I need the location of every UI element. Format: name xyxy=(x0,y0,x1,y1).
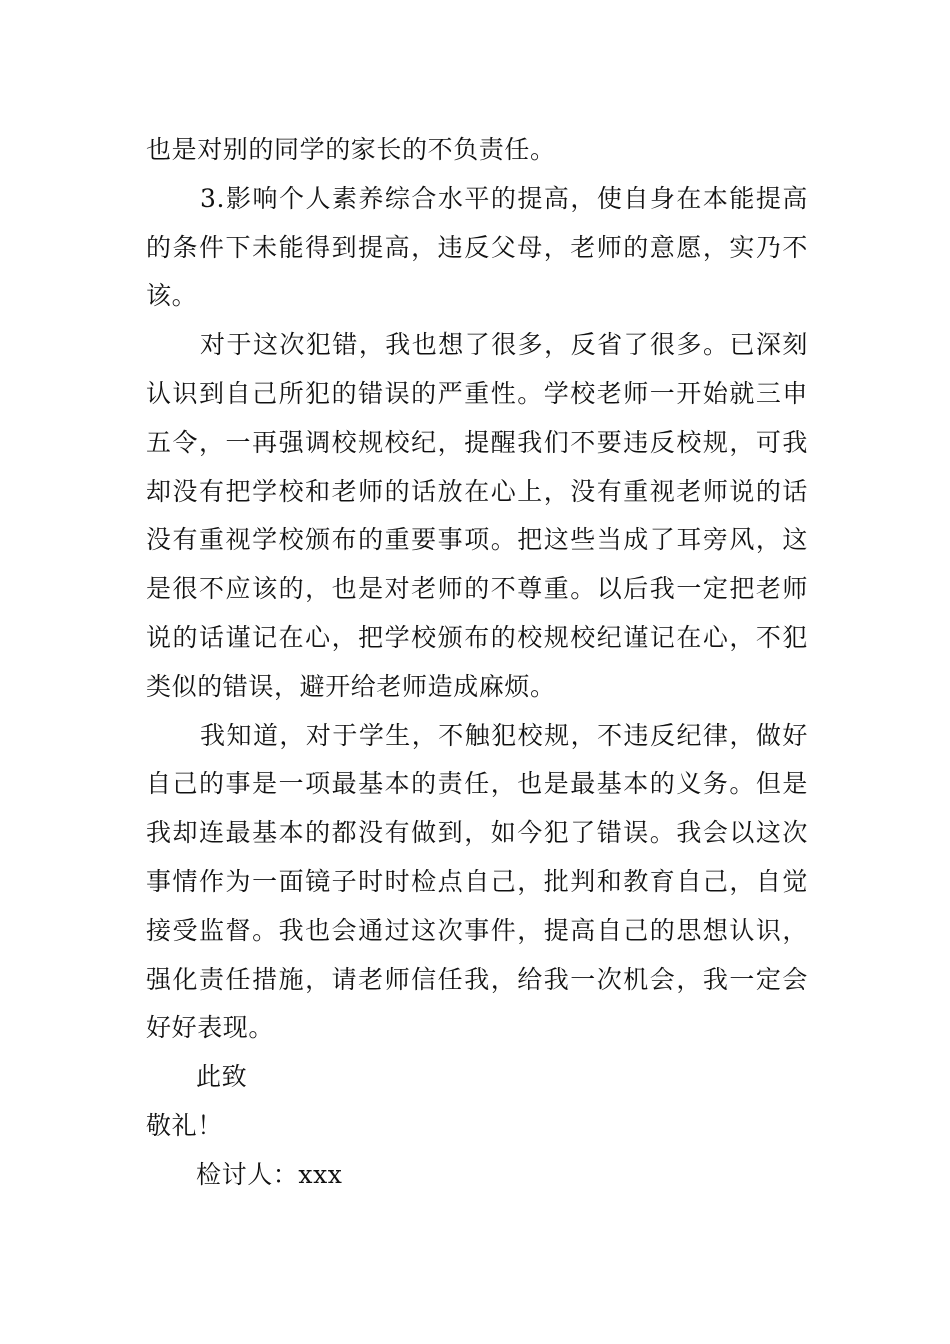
closing-regards: 敬礼！ xyxy=(146,1110,223,1140)
signature: 检讨人：xxx xyxy=(196,1159,343,1189)
letter-body xyxy=(146,126,808,1200)
paragraph-3: 对于这次犯错，我也想了很多，反省了很多。已深刻认识到自己所犯的错误的严重性。学校老师一开始就三申五令，一再强调校规校纪，提醒我们不要违反校规，可我却没有把学校和老师的话放在心上，没有重视老师说的话没有重视学校颁布的重要事项。把这些当成了耳旁风，这是很不应该的，也是对老师的不尊重。以后我一定把老师说的话谨记在心，把学校颁布的校规校纪谨记在心，不犯类似的错误，避开给老师造成麻烦。 xyxy=(146,330,808,701)
paragraph-4: 我知道，对于学生，不触犯校规，不违反纪律，做好自己的事是一项最基本的责任，也是最基本的义务。但是我却连最基本的都没有做到，如今犯了错误。我会以这次事情作为一面镜子时时检点自己，批判和教育自己，自觉接受监督。我也会通过这次事件，提高自己的思想认识，强化责任措施，请老师信任我，给我一次机会，我一定会好好表现。 xyxy=(146,720,808,1043)
paragraph-1: 也是对别的同学的家长的不负责任。 xyxy=(146,135,556,164)
closing-salutation: 此致 xyxy=(196,1062,248,1092)
paragraph-2: 3.影响个人素养综合水平的提高，使自身在本能提高的条件下未能得到提高，违反父母，老师的意愿，实乃不该。 xyxy=(146,183,808,311)
